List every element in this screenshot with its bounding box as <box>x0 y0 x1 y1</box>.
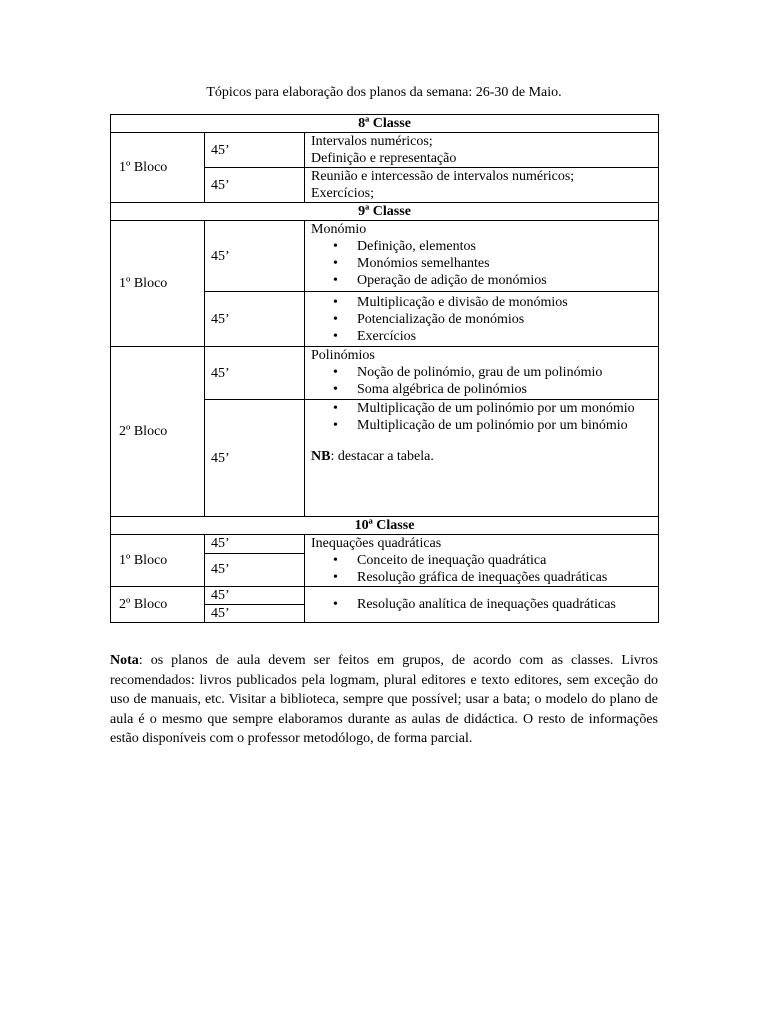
list-item: • Resolução gráfica de inequações quadráticas <box>357 569 658 586</box>
duration-cell: 45’ <box>205 347 305 400</box>
class-header-8 <box>111 115 659 133</box>
duration-cell: 45’ <box>205 400 305 517</box>
list-item: • Operação de adição de monómios <box>357 272 658 289</box>
topics-cell <box>305 400 659 517</box>
nb-label: NB <box>311 449 331 464</box>
list-item: • Exercícios <box>357 328 658 345</box>
class-header-9 <box>111 203 659 221</box>
topic-heading: Inequações quadráticas <box>311 536 442 551</box>
list-item: • Potencialização de monómios <box>357 311 658 328</box>
bloco-label: 2º Bloco <box>111 587 205 623</box>
lesson-plan-table <box>110 114 659 623</box>
bloco-label: 1º Bloco <box>111 535 205 587</box>
topic-line: Definição e representação <box>311 151 457 166</box>
list-item: • Monómios semelhantes <box>357 255 658 272</box>
duration-cell: 45’ <box>205 221 305 292</box>
topics-cell <box>305 133 659 168</box>
bullet-list <box>311 294 658 345</box>
list-item: • Soma algébrica de polinómios <box>357 381 658 398</box>
list-item: • Multiplicação e divisão de monómios <box>357 294 658 311</box>
bullet-list <box>311 364 658 398</box>
bullet-list <box>311 552 658 586</box>
list-item: • Definição, elementos <box>357 238 658 255</box>
note-label: Nota <box>110 653 139 668</box>
topic-line: Intervalos numéricos; <box>311 134 433 149</box>
list-item: • Conceito de inequação quadrática <box>357 552 658 569</box>
bullet-list <box>311 400 658 434</box>
bloco-label: 1º Bloco <box>111 133 205 203</box>
note-paragraph <box>110 651 658 749</box>
duration-cell: 45’ <box>205 587 305 605</box>
table-row <box>111 133 659 168</box>
table-row <box>111 587 659 605</box>
topic-heading: Monómio <box>311 222 367 237</box>
topics-cell <box>305 535 659 587</box>
duration-cell: 45’ <box>205 605 305 623</box>
class-header-10 <box>111 517 659 535</box>
duration-cell: 45’ <box>205 133 305 168</box>
bullet-list <box>311 238 658 289</box>
topic-heading: Polinómios <box>311 348 375 363</box>
topics-cell <box>305 168 659 203</box>
duration-cell: 45’ <box>205 553 305 586</box>
list-item: • Multiplicação de um polinómio por um binómio <box>357 417 658 434</box>
bloco-label: 2º Bloco <box>111 347 205 517</box>
class-header-label: 10ª Classe <box>111 517 659 535</box>
list-item: • Noção de polinómio, grau de um polinómio <box>357 364 658 381</box>
topic-line: Exercícios; <box>311 186 374 201</box>
duration-cell: 45’ <box>205 292 305 347</box>
topic-line: Reunião e intercessão de intervalos numéricos; <box>311 169 575 184</box>
nb-note <box>311 448 658 465</box>
duration-cell: 45’ <box>205 168 305 203</box>
table-row <box>111 221 659 292</box>
topics-cell <box>305 221 659 292</box>
class-header-label: 8ª Classe <box>111 115 659 133</box>
list-item: • Resolução analítica de inequações quadráticas <box>357 596 658 613</box>
table-row <box>111 347 659 400</box>
table-row <box>111 535 659 554</box>
note-text: : os planos de aula devem ser feitos em grupos, de acordo com as classes. Livros recomendados: livros publicados pela logmam, plural editores e texto editores, sem exceção do uso de manuais, etc. Visitar a biblioteca, sempre que possível; usar a bata; o modelo do plano de aula é o mesmo que sempre elaboramos durante as aulas de didáctica. O resto de informações estão disponíveis com o professor metodólogo, de forma parcial. <box>110 653 658 746</box>
topics-cell <box>305 292 659 347</box>
class-header-label: 9ª Classe <box>111 203 659 221</box>
list-item: • Multiplicação de um polinómio por um monómio <box>357 400 658 417</box>
bloco-label: 1º Bloco <box>111 221 205 347</box>
topics-cell <box>305 587 659 623</box>
topics-cell <box>305 347 659 400</box>
nb-text: : destacar a tabela. <box>330 449 434 464</box>
duration-cell: 45’ <box>205 535 305 554</box>
bullet-list <box>311 596 658 613</box>
page-title: Tópicos para elaboração dos planos da semana: 26-30 de Maio. <box>206 85 562 100</box>
